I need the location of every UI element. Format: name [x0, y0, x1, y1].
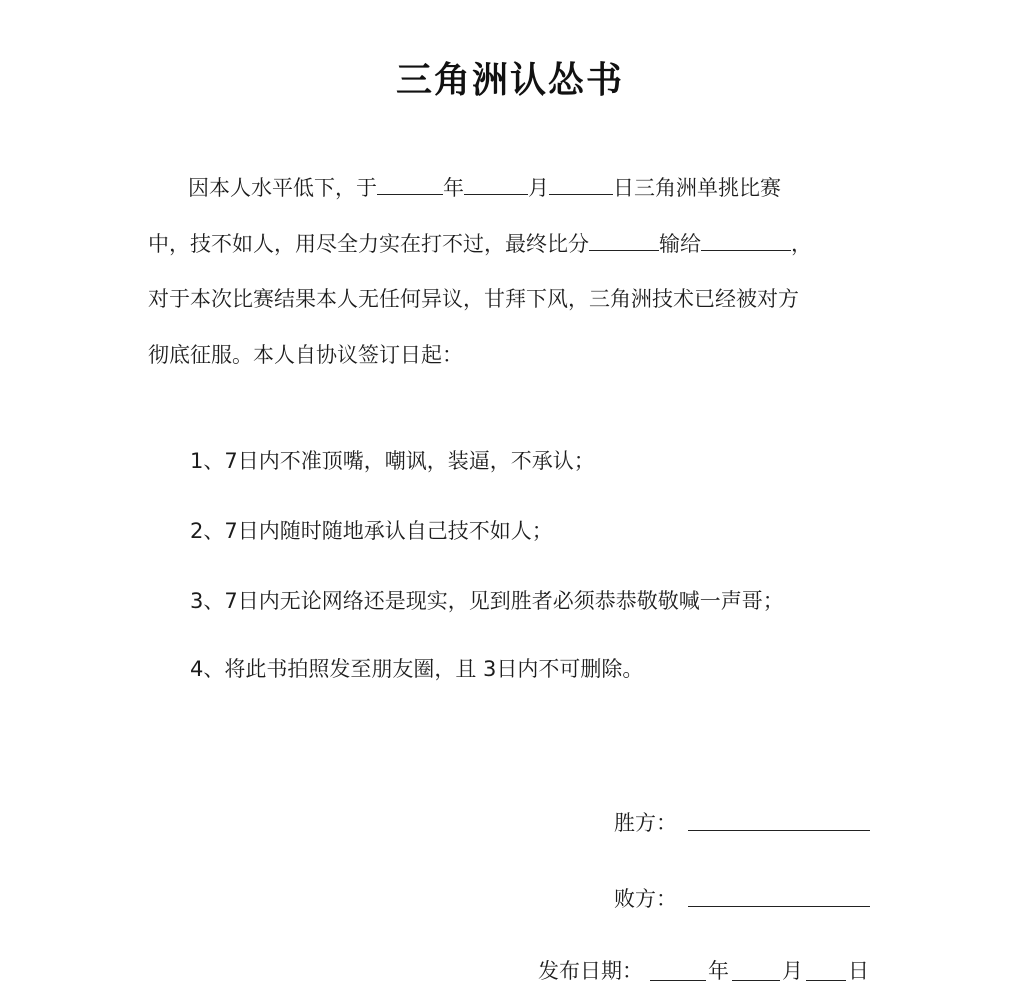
opponent-blank[interactable]	[701, 228, 791, 251]
winner-signature-line[interactable]	[688, 830, 870, 831]
month-label: 月	[528, 176, 549, 200]
score-blank[interactable]	[589, 228, 659, 251]
paragraph-line-3: 对于本次比赛结果本人无任何异议，甘拜下风，三角洲技术已经被对方	[148, 287, 799, 311]
document-title: 三角洲认怂书	[395, 59, 624, 101]
lose-to-label: 输给	[659, 232, 701, 256]
paragraph-line-2	[148, 228, 812, 259]
loser-label: 败方：	[614, 887, 677, 911]
date-day-label: 日	[848, 959, 869, 983]
day-blank[interactable]	[549, 172, 613, 195]
date-day-blank[interactable]	[806, 980, 846, 981]
loser-signature-line[interactable]	[688, 906, 870, 907]
list-item: 2、7日内随时随地承认自己技不如人；	[190, 519, 553, 543]
winner-label: 胜方：	[614, 811, 677, 835]
list-item: 1、7日内不准顶嘴，嘲讽，装逼，不承认；	[190, 449, 595, 473]
paragraph-text: 中，技不如人，用尽全力实在打不过，最终比分	[148, 232, 589, 256]
list-item: 4、将此书拍照发至朋友圈，且 3日内不可删除。	[190, 657, 644, 681]
paragraph-text: ，	[791, 232, 812, 256]
month-blank[interactable]	[464, 172, 528, 195]
paragraph-text: 因本人水平低下，于	[188, 176, 377, 200]
date-month-label: 月	[782, 959, 803, 983]
date-year-label: 年	[708, 959, 729, 983]
year-label: 年	[443, 176, 464, 200]
paragraph-line-4: 彻底征服。本人自协议签订日起：	[148, 343, 463, 367]
year-blank[interactable]	[377, 172, 443, 195]
date-label: 发布日期：	[538, 959, 643, 983]
date-year-blank[interactable]	[650, 980, 706, 981]
date-month-blank[interactable]	[732, 980, 780, 981]
paragraph-line-1	[188, 172, 781, 203]
paragraph-text: 日三角洲单挑比赛	[613, 176, 781, 200]
list-item: 3、7日内无论网络还是现实，见到胜者必须恭恭敬敬喊一声哥；	[190, 589, 784, 613]
